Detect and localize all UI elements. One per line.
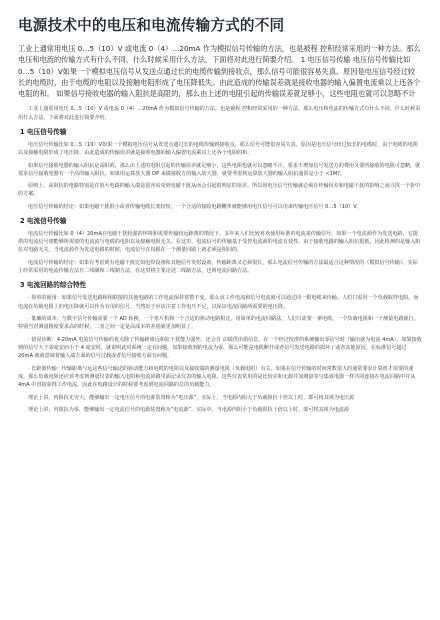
- section-heading-voltage: 1 电压信号传输: [20, 127, 67, 136]
- body-paragraph: · 简单的使用：如果信号发送电路和相联接的其他电路的工作电流保持常数不变，那么该工作电流和信号电流就可以通过同一根电缆来传输。人们只需用一个负载取样电阻，而电流在负载电阻上的电压降就可以作为有用的信号。当然出于应该注意工作电压不足，以保证电流回路所需要的电压降。: [18, 295, 419, 310]
- section-heading-current: 2 电流信号传输: [20, 217, 67, 226]
- body-paragraph: 理论上讲，内阻抗无穷大，能够输出一定电压信号的电源装置称为“电压源”，实际上，当电源内阻大于负载阻抗十倍以上时，即可将其视为电压源: [28, 394, 355, 401]
- body-paragraph: 电流信号传输的结论：如果有考虑到有电磁干扰比如电焊设备和其他信号发射设备，传输距离又必须很长，那么电流信号传输的方法最适合这种情况的（模拟信号传输）。实际上经常采用的电流传输方法有二线制和三线制方法，在这里将主要论述二线制方法，也叫电流回路方法。: [18, 260, 418, 275]
- body-paragraph: 如果信号接收电器的输入阻抗是高阻的，那么由上述的电阻引起的传输误差就足够小，这些电阻也就可以忽略不计。要求不增加信号发送方的费用又要所接收的电阻可忽略，就要求信号接收电器有一个高的输入阻抗。如果用运算放大器 OP 来做接收方的输入放大器，就要考虑到运算放大器的输入阻抗通常是小于 <1M?。: [18, 162, 421, 177]
- body-paragraph: 原则上，高阻抗的电路特别是在放大电路的输入端是很容易受到电磁干扰从而会引起很明显的误差。所以用电压信号传输就必须在传输误差和电磁干扰的影响之间寻找一个折中的方案。: [18, 183, 421, 198]
- document-title: 电源技术中的电压和电流传输方式的不同: [18, 17, 285, 34]
- intro-paragraph: 工业上通常用电压 0…5（10）V 或电流 0（4）…20mA 作为模拟信号传输的方法，也是被程 控积经常采用的一种方法。那么电压和电流的传输方式有什么不同，什么时候采用什么方法，下面将对此进行简要介绍。 1 电压信号传输 电压信号传输比如 0…5（10）V如果一个模拟电压信号从发送点通过长的电缆传输到接收点，那么信号可能很容易失真。原因是电压信号经过较长的电缆时，由于电缆的电阻以及接触电阻形成了电压降低失。由此造成的传输误差就是接收电器的输入偏置电流乘以上还各个电阻的和。 如果信号接收电器的输入阻抗是高阻的，那么由上述的电阻引起的传输误差就足够小，这些电阻也就可以忽略不计: [18, 44, 421, 99]
- intro-block: [18, 43, 422, 99]
- section-heading-loop: 3 电流回路的综合特性: [20, 281, 87, 290]
- body-paragraph: · 低廉的成本：与数字信号传输需要一个 AD 转换，一个单片机和一个合适的驱动电路相比，用简单的电流回路法，人们只需要一条电缆，一个负载电阻和一个测量电路就行。特别当对测量精度要求高的时候，二者之间一定是高成本的差别就更加明显了。: [18, 316, 419, 331]
- body-paragraph: · 长距离传输：传输距离与远这些信号输送的驱动能力和电缆的电阻以及接收端的测量电阻（负载电阻）有关。如果在信号传输的时间常数很大的通常要求计算机才需要的速度，那么负载电阻还应该考虑到测量仪表的输入电阻和电流回路里面记录仪表的输入电阻。这些仪表常用的是比较差和无源并加测量等与集成电器一样共同连接在电流回路中并从4mA 中直接获得工作电流。因此在电路设计的时候要考虑到电流回路的总的负载能力。: [18, 365, 416, 389]
- body-paragraph: 电压信号传输的结论：如果电磁干扰很小或者传输电缆长度较短，一个合适的接收电路概率就能够用电压信号可以用来传输电压信号 0…5（10）V。: [28, 204, 362, 211]
- body-paragraph: 电压信号传输比如 0…5（10）V如果一个模拟电压信号从发送点通过长的电缆传输到接收点，那么信号可能很容易失真。原因是电压信号经过较长的电缆时，由于电缆的电阻以及接触电阻形成了电压降。由此造成的传输误差就是接收电器的输入偏置电流乘以上还各个电阻的和。: [18, 141, 418, 156]
- body-paragraph: 理论上讲，内阻抗为零，能够输出一定电流信号的电源装置称为“电流源”。实际中，当电源内阻小于负载阻抗十倍以上时，即可将其视为电流源: [28, 407, 350, 414]
- body-paragraph: 工业上通常用电压 0…5（10）V 或电流 0（4）…20mA 作为模拟信号传输的方法，也是被程 控积经常采用的一种方法。那么电压和电流的传输方式有什么不同，什么时候采用什么方法，下面将对此进行简要介绍。: [18, 106, 421, 121]
- article-body: [18, 105, 422, 414]
- body-paragraph: 电流信号传输比如 0（4）20mA在电磁干扰较强的环境和需要传输较远距离的情况下，多年来人们比较喜欢使用标准的电流来传输信号。如果一个电流源作为发送电路，它提供的电流信号将能够所需要的电流流与电缆的电阻以及接触电阻无关。在这里，电流信号的传输基于受控电流源的电流有效性，由于接收电路的输入阻抗很低，因此检测的是输入阻抗对电路无关。当电流源作为发送电路的时候，电流信号在每根在一个测量回路上就必须是相同的。: [18, 231, 421, 254]
- body-paragraph: · 错误诊断：4-20mA 电流信号传输的优点除了传输距离远和抗干扰能力强外，还会自 动提供出错信息。在一个经过校准的系统输出零信号时（输出就为电流 4mA），如果接收到的信号大于零毫安而小于 4 毫安时，就说明此时系统一定有问题，如果接收到的电流为零，那么可能是电缆断开或者信号发送电路的损坏了或者其他原因。在标准信号超过 20mA 就就意味着输入端方面的信号过载或者信号接收方面有问题。: [18, 337, 422, 360]
